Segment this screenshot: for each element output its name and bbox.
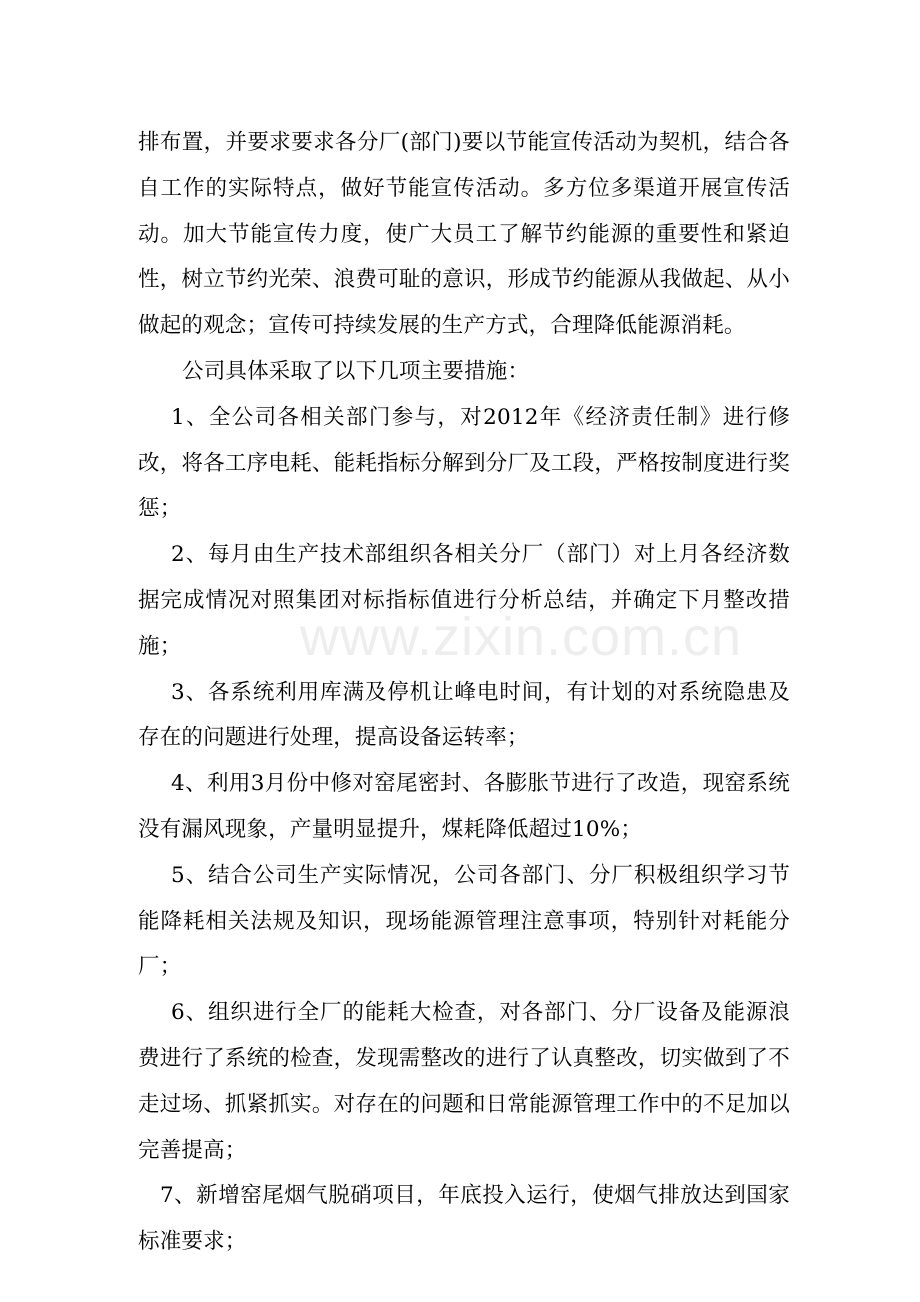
list-item-measure-2: 2、每月由生产技术部组织各相关分厂（部门）对上月各经济数据完成情况对照集团对标指标值进行分析总结，并确定下月整改措施；: [138, 542, 790, 659]
paragraph-intro: 排布置，并要求要求各分厂(部门)要以节能宣传活动为契机，结合各自工作的实际特点，做好节能宣传活动。多方位多渠道开展宣传活动。加大节能宣传力度，使广大员工了解节约能源的重要性和紧迫性，树立节约光荣、浪费可耻的意识，形成节约能源从我做起、从小做起的观念；宣传可持续发展的生产方式，合理降低能源消耗。: [138, 130, 790, 339]
list-item-measure-1: 1、全公司各相关部门参与，对2012年《经济责任制》进行修改，将各工序电耗、能耗指标分解到分厂及工段，严格按制度进行奖惩；: [138, 404, 790, 522]
list-item-measure-5: 5、结合公司生产实际情况，公司各部门、分厂积极组织学习节能降耗相关法规及知识，现场能源管理注意事项，特别针对耗能分厂；: [138, 862, 790, 980]
list-item-measure-6: 6、组织进行全厂的能耗大检查，对各部门、分厂设备及能源浪费进行了系统的检查，发现需整改的进行了认真整改，切实做到了不走过场、抓紧抓实。对存在的问题和日常能源管理工作中的不足加以完善提高；: [138, 1000, 790, 1163]
list-item-measure-4: 4、利用3月份中修对窑尾密封、各膨胀节进行了改造，现窑系统没有漏风现象，产量明显提升，煤耗降低超过10%；: [138, 771, 790, 842]
document-body: [138, 120, 790, 1265]
paragraph-measures-heading: 公司具体采取了以下几项主要措施：: [182, 358, 530, 384]
watermark-text: www.zixin.com.cn: [300, 607, 743, 667]
list-item-measure-3: 3、各系统利用库满及停机让峰电时间，有计划的对系统隐患及存在的问题进行处理，提高设备运转率；: [138, 679, 790, 751]
list-item-measure-7: 7、新增窑尾烟气脱硝项目，年底投入运行，使烟气排放达到国家标准要求；: [138, 1183, 790, 1255]
